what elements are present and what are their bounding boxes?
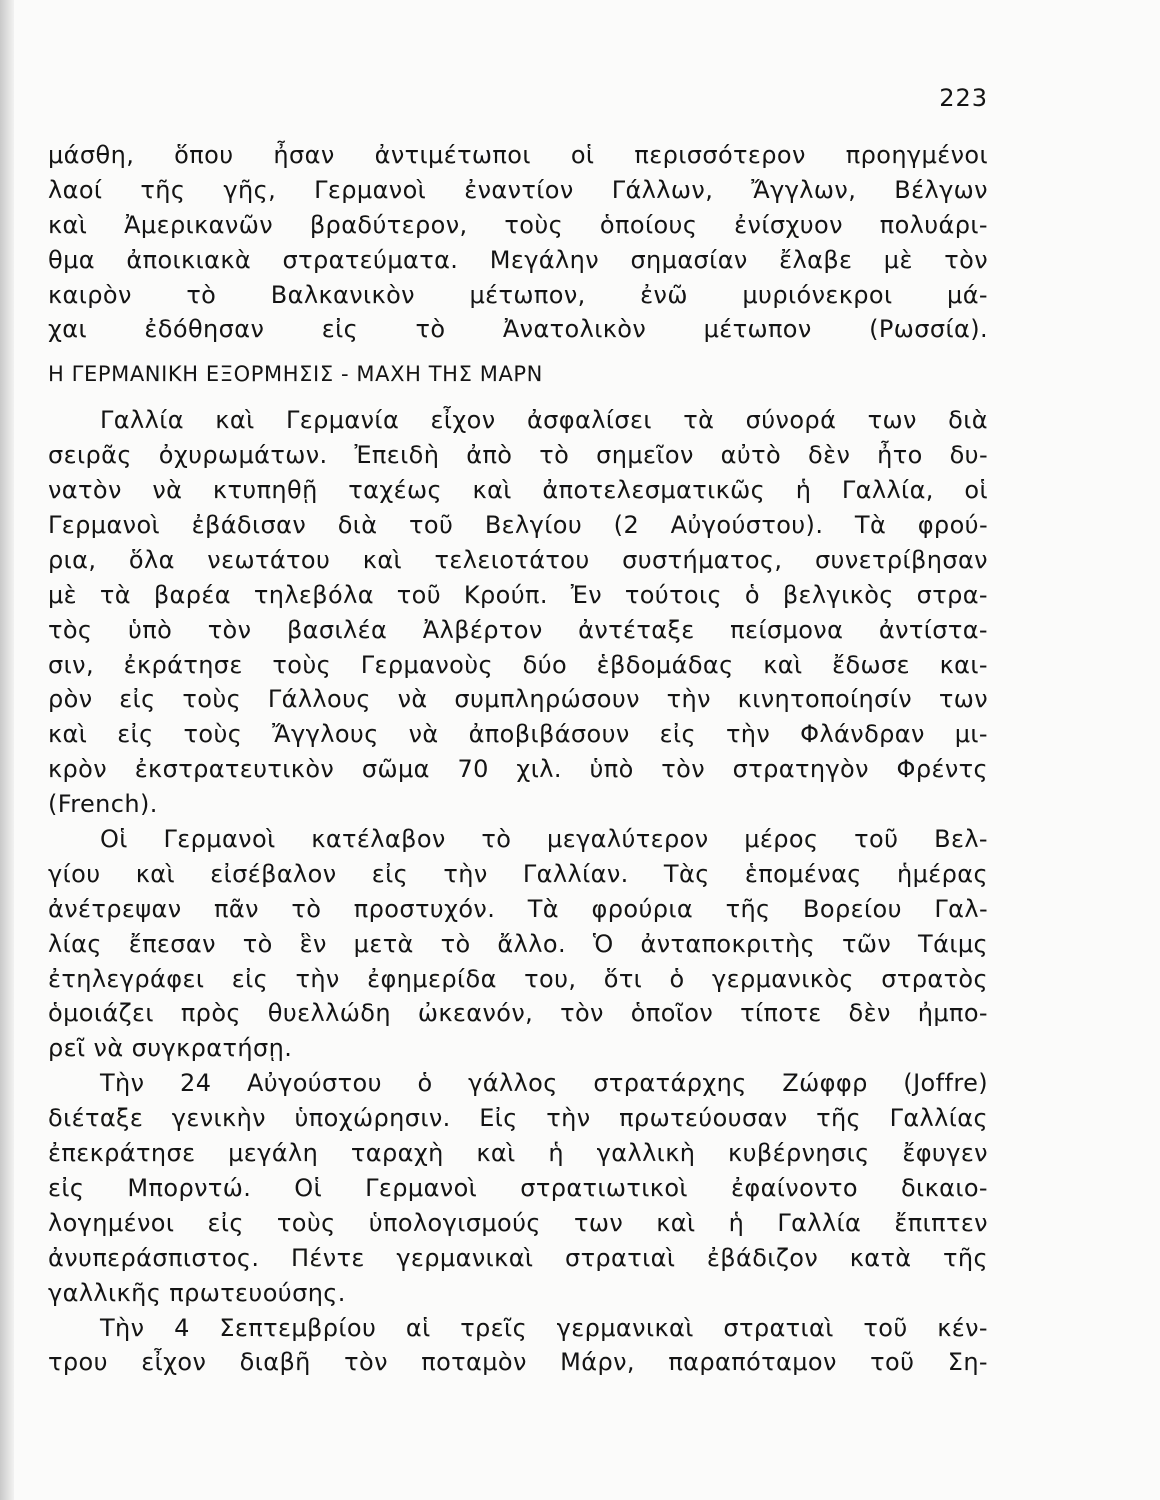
text-line: θμα ἀποικιακὰ στρατεύματα. Μεγάλην σημασίαν ἔλαβε μὲ τὸν (48, 245, 988, 274)
text-line: Τὴν 4 Σεπτεμβρίου αἱ τρεῖς γερμανικαὶ στρατιαὶ τοῦ κέν- (100, 1313, 988, 1342)
text-line: τρου εἶχον διαβῆ τὸν ποταμὸν Μάρν, παραπόταμον τοῦ Ση- (48, 1348, 988, 1377)
text-line: σιν, ἐκράτησε τοὺς Γερμανοὺς δύο ἑβδομάδας καὶ ἔδωσε και- (48, 650, 988, 679)
text-line: ρὸν εἰς τοὺς Γάλλους νὰ συμπληρώσουν τὴν κινητοποίησίν των (48, 685, 988, 714)
page-number: 223 (939, 84, 988, 112)
text-line: (French). (48, 790, 158, 819)
text-line: ἐτηλεγράφει εἰς τὴν ἐφημερίδα του, ὅτι ὁ γερμανικὸς στρατὸς (48, 964, 988, 993)
text-line: ρια, ὅλα νεωτάτου καὶ τελειοτάτου συστήματος, συνετρίβησαν (48, 545, 988, 574)
text-line: ἐπεκράτησε μεγάλη ταραχὴ καὶ ἡ γαλλικὴ κυβέρνησις ἔφυγεν (48, 1139, 988, 1168)
body-text (48, 138, 988, 1380)
text-line: Γαλλία καὶ Γερμανία εἶχον ἀσφαλίσει τὰ σύνορά των διὰ (100, 406, 988, 435)
text-line: Γερμανοὶ ἐβάδισαν διὰ τοῦ Βελγίου (2 Αὐγούστου). Τὰ φρού- (48, 511, 988, 540)
paragraph (48, 1311, 988, 1381)
text-line: λαοί τῆς γῆς, Γερμανοὶ ἐναντίον Γάλλων, Ἄγγλων, Βέλγων (48, 175, 988, 204)
text-line: κρὸν ἐκστρατευτικὸν σῶμα 70 χιλ. ὑπὸ τὸν στρατηγὸν Φρέντς (48, 755, 988, 784)
text-line: ἀνέτρεψαν πᾶν τὸ προστυχόν. Τὰ φρούρια τῆς Βορείου Γαλ- (48, 894, 988, 923)
text-line: λογημένοι εἰς τοὺς ὑπολογισμούς των καὶ ἡ Γαλλία ἔπιπτεν (48, 1208, 988, 1237)
text-line: καὶ Ἀμερικανῶν βραδύτερον, τοὺς ὁποίους ἐνίσχυον πολυάρι- (48, 210, 988, 239)
page-gutter-shadow (0, 0, 14, 1500)
paragraph (48, 1066, 988, 1310)
paragraph (48, 403, 988, 822)
text-line: γαλλικῆς πρωτευούσης. (48, 1278, 346, 1307)
text-line: ὁμοιάζει πρὸς θυελλώδη ὠκεανόν, τὸν ὁποῖον τίποτε δὲν ἠμπο- (48, 999, 988, 1028)
text-line: Τὴν 24 Αὐγούστου ὁ γάλλος στρατάρχης Ζώφφρ (Joffre) (100, 1069, 988, 1098)
text-line: καιρὸν τὸ Βαλκανικὸν μέτωπον, ἐνῶ μυριόνεκροι μά- (48, 280, 988, 309)
text-line: καὶ εἰς τοὺς Ἄγγλους νὰ ἀποβιβάσουν εἰς τὴν Φλάνδραν μι- (48, 720, 988, 749)
text-line: μάσθη, ὅπου ἦσαν ἀντιμέτωποι οἱ περισσότερον προηγμένοι (48, 141, 988, 169)
text-line: ἀνυπεράσπιστος. Πέντε γερμανικαὶ στρατιαὶ ἐβάδιζον κατὰ τῆς (48, 1243, 988, 1272)
text-line: διέταξε γενικὴν ὑποχώρησιν. Εἰς τὴν πρωτεύουσαν τῆς Γαλλίας (48, 1104, 988, 1133)
text-line: λίας ἔπεσαν τὸ ἓν μετὰ τὸ ἄλλο. Ὁ ἀνταποκριτὴς τῶν Τάιμς (48, 929, 988, 958)
text-line: Οἱ Γερμανοὶ κατέλαβον τὸ μεγαλύτερον μέρος τοῦ Βελ- (100, 825, 988, 854)
text-line: εἰς Μπορντώ. Οἱ Γερμανοὶ στρατιωτικοὶ ἐφαίνοντο δικαιο- (48, 1173, 988, 1202)
section-heading: Η ΓΕΡΜΑΝΙΚΗ ΕΞΟΡΜΗΣΙΣ - ΜΑΧΗ ΤΗΣ ΜΑΡΝ (48, 362, 543, 387)
text-line: ρεῖ νὰ συγκρατήσῃ. (48, 1034, 293, 1063)
text-line: μὲ τὰ βαρέα τηλεβόλα τοῦ Κρούπ. Ἐν τούτοις ὁ βελγικὸς στρα- (48, 580, 988, 609)
paragraph (48, 822, 988, 1066)
text-line: χαι ἐδόθησαν εἰς τὸ Ἀνατολικὸν μέτωπον (Ρωσσία). (48, 315, 988, 344)
text-line: γίου καὶ εἰσέβαλον εἰς τὴν Γαλλίαν. Τὰς ἑπομένας ἡμέρας (48, 859, 988, 888)
text-line: τὸς ὑπὸ τὸν βασιλέα Ἀλβέρτον ἀντέταξε πείσμονα ἀντίστα- (48, 615, 988, 644)
text-line: νατὸν νὰ κτυπηθῇ ταχέως καὶ ἀποτελεσματικῶς ἡ Γαλλία, οἱ (48, 476, 988, 505)
paragraph-continued (48, 138, 988, 347)
text-line: σειρᾶς ὀχυρωμάτων. Ἐπειδὴ ἀπὸ τὸ σημεῖον αὐτὸ δὲν ἦτο δυ- (48, 441, 988, 470)
